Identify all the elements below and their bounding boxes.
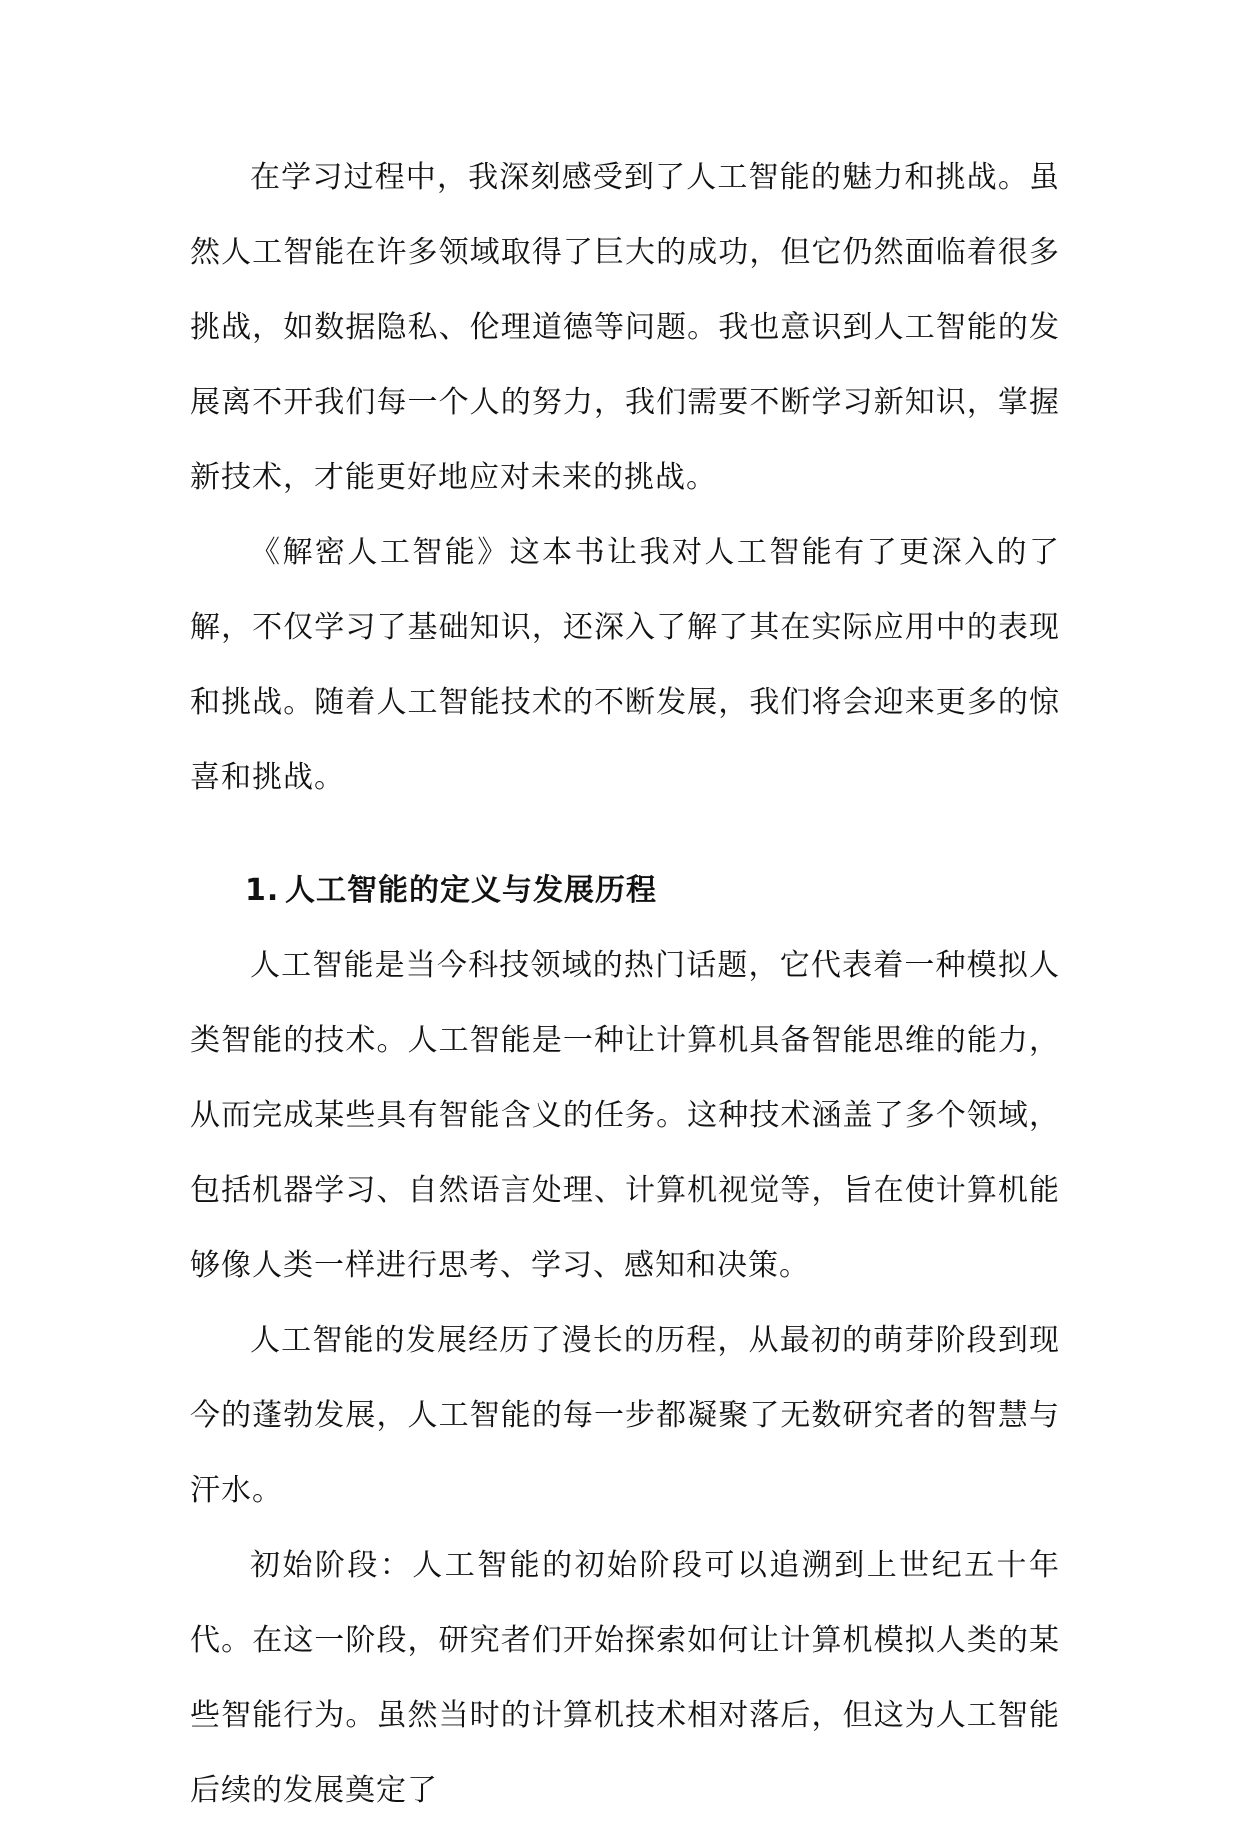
paragraph-initial-stage: 初始阶段：人工智能的初始阶段可以追溯到上世纪五十年代。在这一阶段，研究者们开始探索如何让计算机模拟人类的某些智能行为。虽然当时的计算机技术相对落后，但这为人工智能后续的发展奠定了: [190, 1548, 1060, 1808]
paragraph-learning-reflection: 在学习过程中，我深刻感受到了人工智能的魅力和挑战。虽然人工智能在许多领域取得了巨大的成功，但它仍然面临着很多挑战，如数据隐私、伦理道德等问题。我也意识到人工智能的发展离不开我们每一个人的努力，我们需要不断学习新知识，掌握新技术，才能更好地应对未来的挑战。: [190, 160, 1060, 495]
section-heading: [190, 853, 1060, 928]
paragraph-ai-history: 人工智能的发展经历了漫长的历程，从最初的萌芽阶段到现今的蓬勃发展，人工智能的每一步都凝聚了无数研究者的智慧与汗水。: [190, 1323, 1060, 1508]
section-number: 1.: [245, 873, 280, 908]
section-title: 人工智能的定义与发展历程: [285, 873, 657, 908]
document-body: [190, 140, 1060, 1828]
paragraph-ai-definition: 人工智能是当今科技领域的热门话题，它代表着一种模拟人类智能的技术。人工智能是一种让计算机具备智能思维的能力，从而完成某些具有智能含义的任务。这种技术涵盖了多个领域，包括机器学习、自然语言处理、计算机视觉等，旨在使计算机能够像人类一样进行思考、学习、感知和决策。: [190, 948, 1060, 1283]
paragraph-book-summary: 《解密人工智能》这本书让我对人工智能有了更深入的了解，不仅学习了基础知识，还深入了解了其在实际应用中的表现和挑战。随着人工智能技术的不断发展，我们将会迎来更多的惊喜和挑战。: [190, 535, 1060, 795]
